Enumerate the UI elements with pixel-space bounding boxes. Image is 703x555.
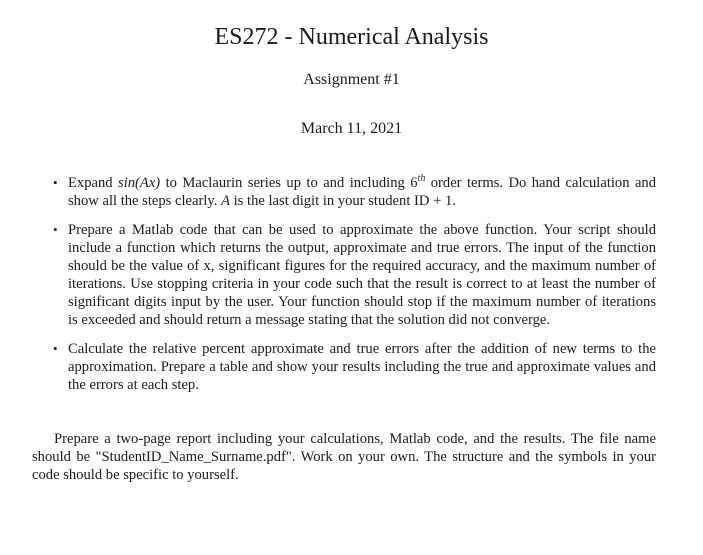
- bullet-icon: •: [53, 175, 58, 190]
- list-item: [53, 173, 657, 210]
- list-item: [53, 340, 656, 394]
- assignment-number: Assignment #1: [303, 71, 400, 88]
- math-expression: sin(Ax): [118, 175, 161, 191]
- math-variable: A: [221, 193, 230, 209]
- item-text: Calculate the relative percent approximate and true errors after the addition of new terms to the approximation. Prepare a table and show your results including the true and approximate values and the errors at each step.: [68, 341, 656, 393]
- item-text: Prepare a Matlab code that can be used to approximate the above function. Your script should include a function which returns the output, approximate and true errors. The input of the function should be the value of x, significant figures for the required accuracy, and the maximum number of iterations. Use stopping criteria in your code such that the result is correct to at least the number of significant digits input by the user. Your function should stop if the maximum number of iterations is exceeded and should return a message stating that the solution did not converge.: [68, 222, 656, 328]
- bullet-icon: •: [53, 341, 58, 356]
- closing-paragraph: Prepare a two-page report including your calculations, Matlab code, and the results. The file name should be "StudentID_Name_Surname.pdf". Work on your own. The structure and the symbols in your code should be specific to yourself.: [32, 431, 656, 483]
- item-text: Expand: [68, 175, 119, 191]
- list-item: [53, 221, 656, 329]
- ordinal-superscript: th: [417, 173, 426, 185]
- document-date: March 11, 2021: [300, 120, 403, 137]
- item-text: order terms. Do hand calculation and show all the steps clearly.: [68, 175, 657, 209]
- item-text: is the last digit in your student ID + 1.: [229, 193, 456, 209]
- task-list: [0, 174, 703, 405]
- document-title: ES272 - Numerical Analysis: [214, 24, 489, 50]
- item-text: to Maclaurin series up to and including 6: [160, 175, 418, 191]
- bullet-icon: •: [53, 222, 58, 237]
